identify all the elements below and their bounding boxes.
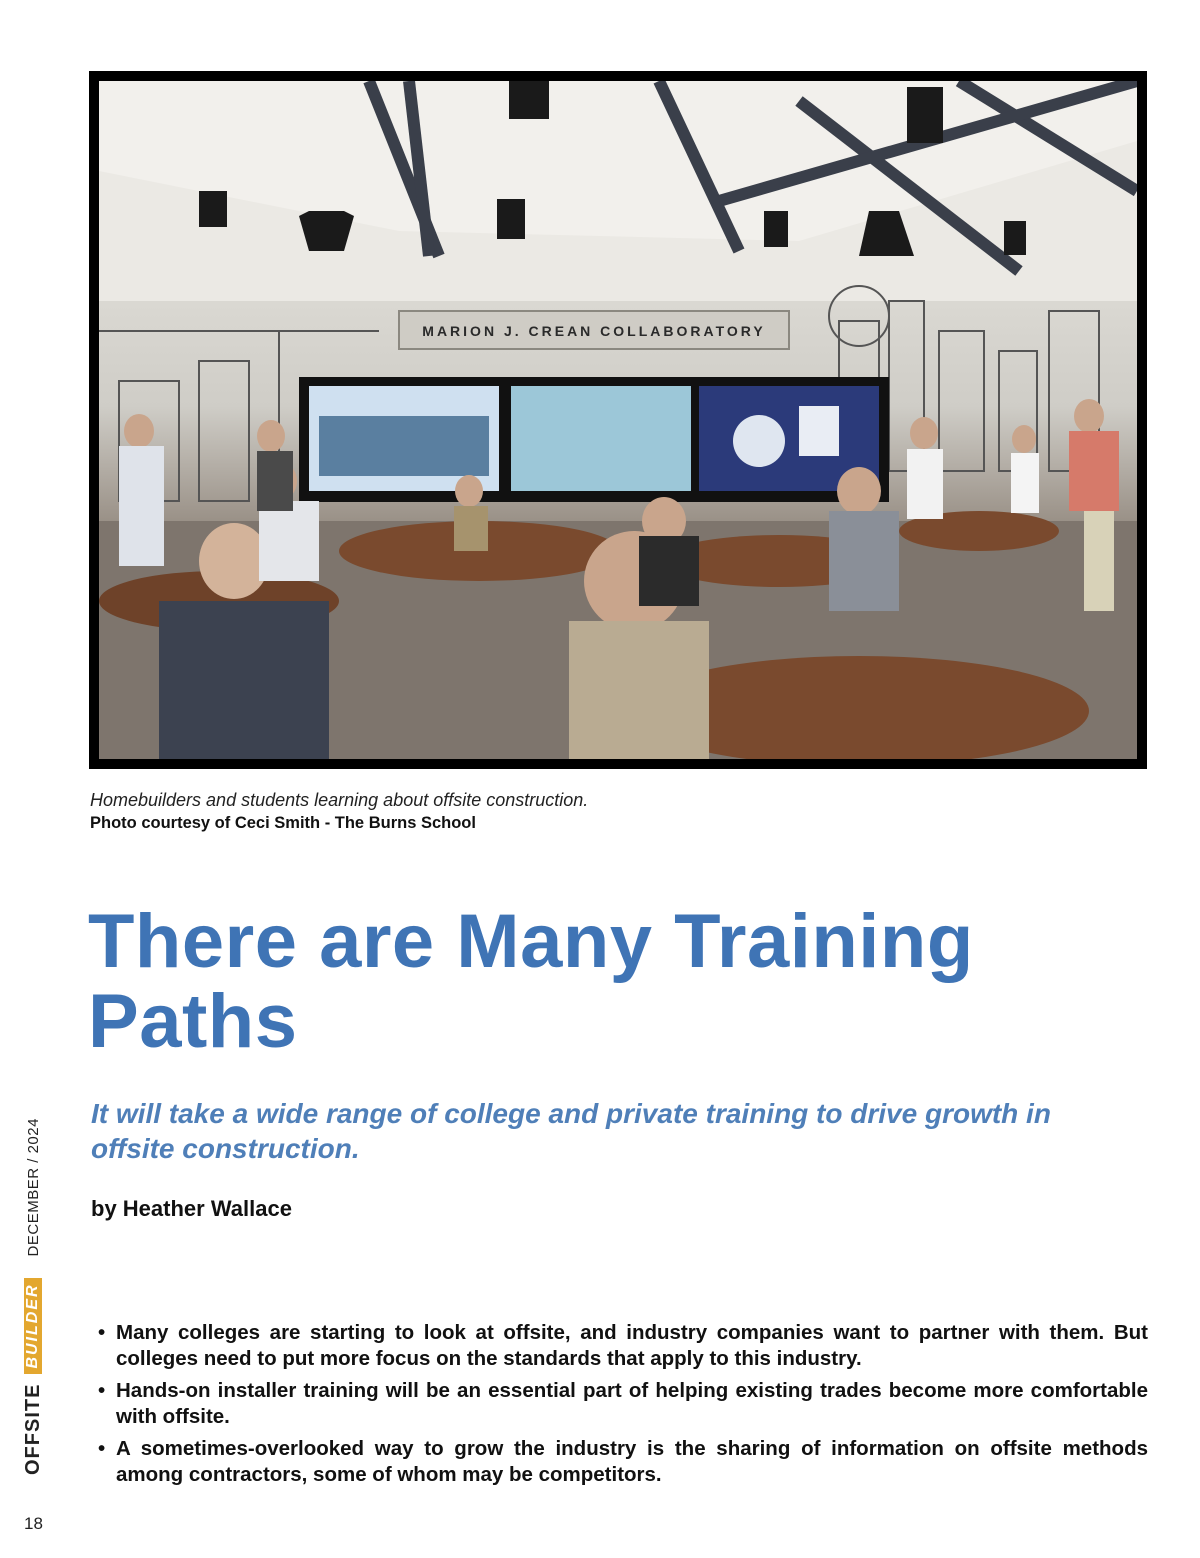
key-point-text: Hands-on installer training will be an essential part of helping existing trades become more comfortable with offsite. [116, 1379, 1148, 1428]
caption-text: Homebuilders and students learning about offsite construction. [90, 790, 589, 810]
issue-date: DECEMBER / 2024 [24, 1118, 42, 1257]
collaboratory-sign: MARION J. CREAN COLLABORATORY [422, 323, 766, 339]
key-point-item [98, 1320, 1148, 1372]
page-number: 18 [24, 1514, 43, 1533]
magazine-side-tag [20, 1118, 46, 1485]
photo-illustration [99, 81, 1137, 759]
bullet-glyph: • [98, 1379, 106, 1402]
photo-credit: Photo courtesy of Ceci Smith - The Burns School [90, 814, 476, 832]
key-point-item [98, 1378, 1148, 1430]
bullet-glyph: • [98, 1321, 106, 1344]
bullet-glyph: • [98, 1437, 106, 1460]
key-point-text: A sometimes-overlooked way to grow the industry is the sharing of information on offsite methods among contractors, some of whom may be competitors. [116, 1437, 1148, 1486]
article-deck: It will take a wide range of college and private training to drive growth in offsite construction. [91, 1098, 1051, 1164]
key-point-item [98, 1436, 1148, 1488]
key-points-list [98, 1320, 1148, 1494]
photo-caption [90, 788, 1140, 834]
key-point-text: Many colleges are starting to look at offsite, and industry companies want to partner with them. But colleges need to put more focus on the standards that apply to this industry. [116, 1321, 1148, 1370]
article-photo [99, 81, 1137, 759]
article-headline: There are Many Training Paths [88, 899, 974, 1064]
article-byline: by Heather Wallace [91, 1196, 292, 1221]
magazine-brand-primary: OFFSITE [21, 1383, 44, 1475]
article-photo-frame [89, 71, 1147, 769]
magazine-brand-secondary: BUILDER [24, 1278, 42, 1373]
